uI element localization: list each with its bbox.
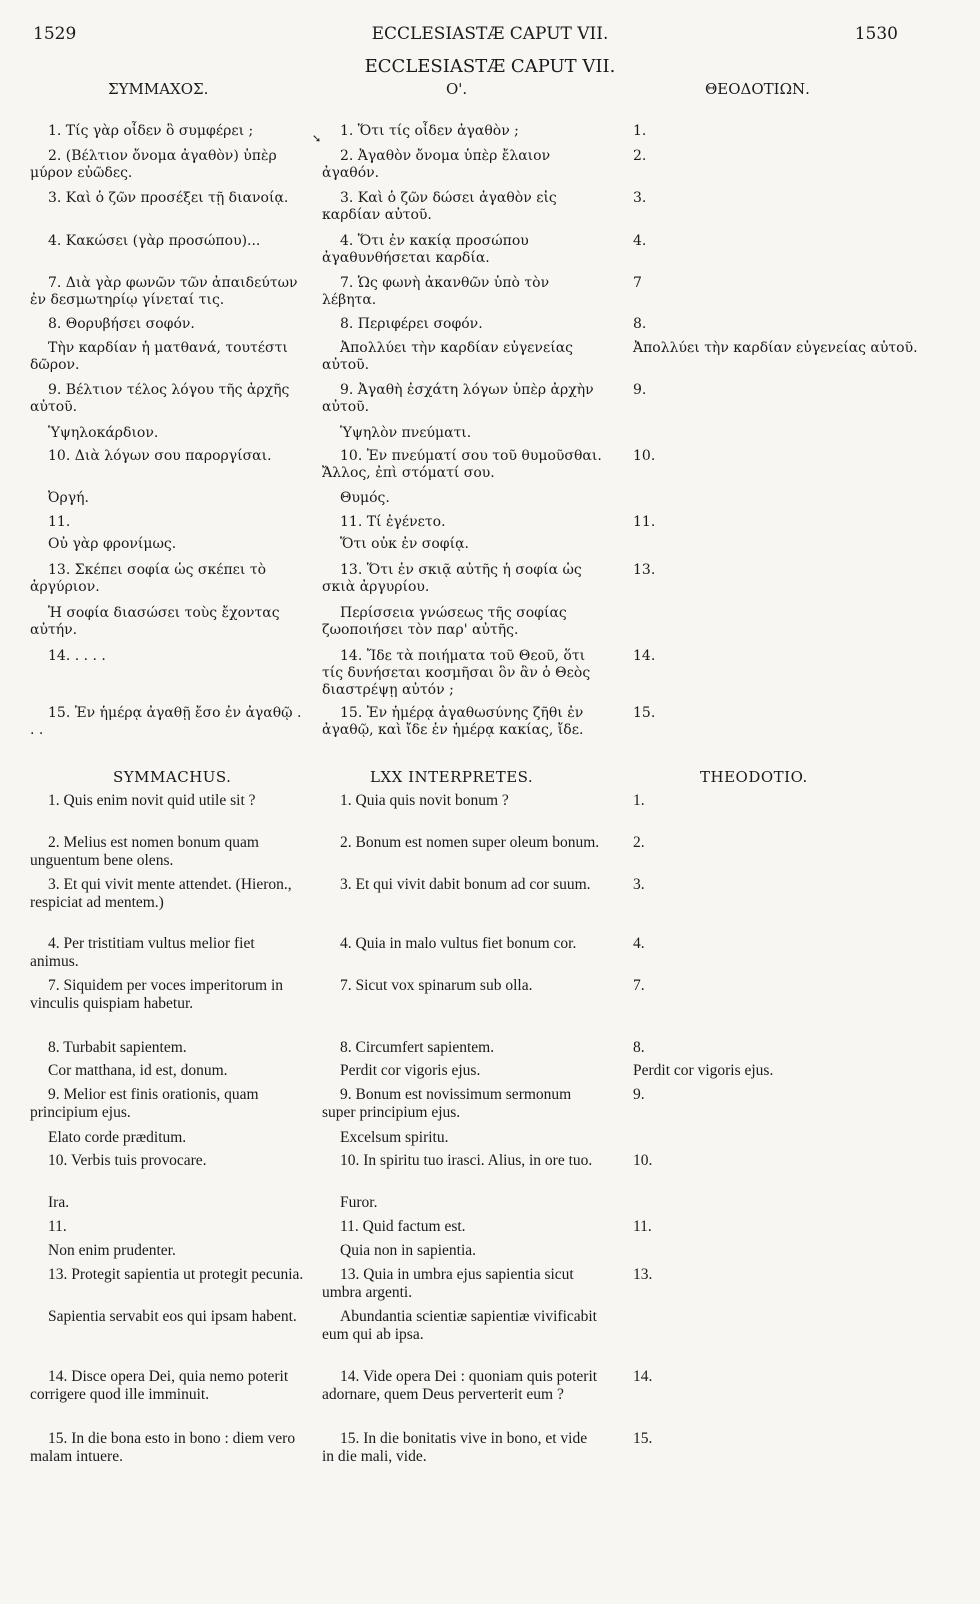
greek-theodotion-entry: 14. bbox=[633, 648, 656, 664]
greek-lxx-entry: 13. Ὅτι ἐν σκιᾷ αὐτῆς ἡ σοφία ὡς σκιὰ ἀργυρίου. bbox=[322, 562, 582, 595]
latin-lxx-entry: 14. Vide opera Dei : quoniam quis poterit adornare, quem Deus perverterit eum ? bbox=[322, 1368, 598, 1403]
greek-lxx-entry: Περίσσεια γνώσεως τῆς σοφίας ζωοποιήσει τὸν παρ' αὐτῆς. bbox=[322, 605, 567, 638]
latin-symmachus-entry: 10. Verbis tuis provocare. bbox=[48, 1152, 207, 1169]
greek-symmachus-entry: Ἡ σοφία διασώσει τοὺς ἔχοντας αὐτήν. bbox=[30, 605, 280, 638]
latin-symmachus-entry: Cor matthana, id est, donum. bbox=[48, 1062, 228, 1079]
page-number-left: 1529 bbox=[33, 24, 77, 44]
latin-lxx-entry: Quia non in sapientia. bbox=[340, 1242, 477, 1259]
latin-theodotion-entry: 3. bbox=[633, 876, 645, 893]
greek-symmachus-entry: 11. bbox=[48, 514, 71, 530]
latin-symmachus-entry: Ira. bbox=[48, 1194, 70, 1211]
greek-symmachus-entry: 14. . . . . bbox=[48, 648, 106, 664]
latin-lxx-entry: Perdit cor vigoris ejus. bbox=[340, 1062, 481, 1079]
latin-symmachus-entry: 9. Melior est finis orationis, quam principium ejus. bbox=[30, 1086, 259, 1121]
greek-theodotion-entry: 3. bbox=[633, 190, 647, 206]
greek-lxx-entry: Θυμός. bbox=[340, 490, 390, 506]
greek-theodotion-entry: 4. bbox=[633, 233, 647, 249]
latin-lxx-entry: Excelsum spiritu. bbox=[340, 1129, 449, 1146]
greek-theodotion-entry: 11. bbox=[633, 514, 656, 530]
latin-theodotion-entry: 13. bbox=[633, 1266, 653, 1283]
greek-lxx-entry: 15. Ἐν ἡμέρᾳ ἀγαθωσύνης ζῆθι ἐν ἀγαθῷ, καὶ ἴδε ἐν ἡμέρᾳ κακίας, ἴδε. bbox=[322, 705, 584, 738]
greek-symmachus-entry: 9. Βέλτιον τέλος λόγου τῆς ἀρχῆς αὐτοῦ. bbox=[30, 382, 290, 415]
latin-lxx-entry: 9. Bonum est novissimum sermonum super principium ejus. bbox=[322, 1086, 572, 1121]
latin-lxx-entry: 3. Et qui vivit dabit bonum ad cor suum. bbox=[340, 876, 591, 893]
greek-lxx-entry: 14. Ἴδε τὰ ποιήματα τοῦ Θεοῦ, ὅτι τίς δυνήσεται κοσμῆσαι ὃν ἂν ὁ Θεὸς διαστρέψῃ αὐτόν ; bbox=[322, 648, 591, 698]
greek-header-theodotion: ΘΕΟΔΟΤΙΩΝ. bbox=[705, 80, 810, 98]
latin-symmachus-entry: Non enim prudenter. bbox=[48, 1242, 176, 1259]
greek-theodotion-entry: 10. bbox=[633, 448, 656, 464]
latin-lxx-entry: Furor. bbox=[340, 1194, 378, 1211]
greek-theodotion-entry: 13. bbox=[633, 562, 656, 578]
greek-symmachus-entry: 4. Κακώσει (γὰρ προσώπου)... bbox=[48, 233, 261, 249]
greek-lxx-entry: 7. Ὡς φωνὴ ἀκανθῶν ὑπὸ τὸν λέβητα. bbox=[322, 275, 550, 308]
greek-theodotion-entry: 15. bbox=[633, 705, 656, 721]
greek-symmachus-entry: 7. Διὰ γὰρ φωνῶν τῶν ἀπαιδεύτων ἐν δεσμωτηρίῳ γίνεταί τις. bbox=[30, 275, 298, 308]
latin-theodotion-entry: 15. bbox=[633, 1430, 653, 1447]
greek-symmachus-entry: Ὑψηλοκάρδιον. bbox=[48, 425, 159, 441]
latin-symmachus-entry: 13. Protegit sapientia ut protegit pecunia. bbox=[48, 1266, 304, 1283]
latin-theodotion-entry: 7. bbox=[633, 977, 645, 994]
greek-lxx-entry: 2. Ἀγαθὸν ὄνομα ὑπὲρ ἔλαιον ἀγαθόν. bbox=[322, 148, 551, 181]
chapter-title: ECCLESIASTÆ CAPUT VII. bbox=[364, 56, 616, 77]
latin-theodotion-entry: 1. bbox=[633, 792, 645, 809]
pointer-mark: ➘ bbox=[312, 132, 322, 145]
greek-symmachus-entry: 2. (Βέλτιον ὄνομα ἀγαθὸν) ὑπὲρ μύρον εὐῶδες. bbox=[30, 148, 277, 181]
latin-symmachus-entry: 4. Per tristitiam vultus melior fiet animus. bbox=[30, 935, 255, 970]
latin-symmachus-entry: Sapientia servabit eos qui ipsam habent. bbox=[48, 1308, 297, 1325]
greek-theodotion-entry: 1. bbox=[633, 123, 647, 139]
greek-lxx-entry: Ἀπολλύει τὴν καρδίαν εὐγενείας αὐτοῦ. bbox=[322, 340, 573, 373]
latin-theodotion-entry: 2. bbox=[633, 834, 645, 851]
latin-lxx-entry: 1. Quia quis novit bonum ? bbox=[340, 792, 509, 809]
greek-symmachus-entry: Ὀργή. bbox=[48, 490, 89, 506]
latin-lxx-entry: 13. Quia in umbra ejus sapientia sicut umbra argenti. bbox=[322, 1266, 574, 1301]
latin-lxx-entry: 2. Bonum est nomen super oleum bonum. bbox=[340, 834, 600, 851]
latin-lxx-entry: 15. In die bonitatis vive in bono, et vide in die mali, vide. bbox=[322, 1430, 588, 1465]
greek-theodotion-entry: Ἀπολλύει τὴν καρδίαν εὐγενείας αὐτοῦ. bbox=[633, 340, 918, 356]
latin-symmachus-entry: 1. Quis enim novit quid utile sit ? bbox=[48, 792, 256, 809]
latin-symmachus-entry: 2. Melius est nomen bonum quam unguentum bene olens. bbox=[30, 834, 259, 869]
greek-lxx-entry: 9. Ἀγαθὴ ἐσχάτη λόγων ὑπὲρ ἀρχὴν αὐτοῦ. bbox=[322, 382, 594, 415]
greek-lxx-entry: 1. Ὅτι τίς οἶδεν ἀγαθὸν ; bbox=[340, 123, 519, 139]
latin-lxx-entry: 4. Quia in malo vultus fiet bonum cor. bbox=[340, 935, 577, 952]
greek-header-lxx: Ο'. bbox=[446, 80, 468, 98]
latin-lxx-entry: 10. In spiritu tuo irasci. Alius, in ore tuo. bbox=[340, 1152, 593, 1169]
latin-symmachus-entry: 14. Disce opera Dei, quia nemo poterit corrigere quod ille imminuit. bbox=[30, 1368, 289, 1403]
latin-theodotion-entry: 4. bbox=[633, 935, 645, 952]
latin-lxx-entry: 11. Quid factum est. bbox=[340, 1218, 466, 1235]
greek-theodotion-entry: 2. bbox=[633, 148, 647, 164]
latin-theodotion-entry: 8. bbox=[633, 1039, 645, 1056]
latin-lxx-entry: 7. Sicut vox spinarum sub olla. bbox=[340, 977, 533, 994]
greek-header-symmachus: ΣΥΜΜΑΧΟΣ. bbox=[108, 80, 209, 98]
latin-symmachus-entry: Elato corde præditum. bbox=[48, 1129, 187, 1146]
page-number-right: 1530 bbox=[854, 24, 898, 44]
greek-theodotion-entry: 8. bbox=[633, 316, 647, 332]
greek-lxx-entry: Ὑψηλὸν πνεύματι. bbox=[340, 425, 472, 441]
greek-symmachus-entry: 1. Τίς γὰρ οἶδεν ὃ συμφέρει ; bbox=[48, 123, 254, 139]
greek-theodotion-entry: 7 bbox=[633, 275, 642, 291]
greek-lxx-entry: 4. Ὅτι ἐν κακίᾳ προσώπου ἀγαθυνθήσεται καρδία. bbox=[322, 233, 529, 266]
greek-theodotion-entry: 9. bbox=[633, 382, 647, 398]
greek-lxx-entry: 11. Τί ἐγένετο. bbox=[340, 514, 446, 530]
greek-lxx-entry: Ὅτι οὐκ ἐν σοφίᾳ. bbox=[340, 536, 469, 552]
latin-lxx-entry: Abundantia scientiæ sapientiæ vivificabit eum qui ab ipsa. bbox=[322, 1308, 597, 1343]
latin-symmachus-entry: 7. Siquidem per voces imperitorum in vinculis quispiam habetur. bbox=[30, 977, 284, 1012]
latin-theodotion-entry: 11. bbox=[633, 1218, 652, 1235]
latin-theodotion-entry: 14. bbox=[633, 1368, 653, 1385]
greek-symmachus-entry: 3. Καὶ ὁ ζῶν προσέξει τῇ διανοίᾳ. bbox=[48, 190, 289, 206]
greek-symmachus-entry: 15. Ἐν ἡμέρᾳ ἀγαθῇ ἔσο ἐν ἀγαθῷ . . . bbox=[30, 705, 302, 738]
greek-symmachus-entry: 8. Θορυβήσει σοφόν. bbox=[48, 316, 195, 332]
latin-header-lxx: LXX INTERPRETES. bbox=[370, 768, 534, 786]
latin-header-symmachus: SYMMACHUS. bbox=[113, 768, 232, 786]
latin-symmachus-entry: 3. Et qui vivit mente attendet. (Hieron., respiciat ad mentem.) bbox=[30, 876, 292, 911]
latin-theodotion-entry: Perdit cor vigoris ejus. bbox=[633, 1062, 774, 1079]
latin-header-theodotio: THEODOTIO. bbox=[700, 768, 808, 786]
latin-symmachus-entry: 8. Turbabit sapientem. bbox=[48, 1039, 187, 1056]
greek-symmachus-entry: 13. Σκέπει σοφία ὡς σκέπει τὸ ἀργύριον. bbox=[30, 562, 267, 595]
greek-lxx-entry: 10. Ἐν πνεύματί σου τοῦ θυμοῦσθαι. Ἄλλος, ἐπὶ στόματί σου. bbox=[322, 448, 602, 481]
latin-theodotion-entry: 10. bbox=[633, 1152, 653, 1169]
latin-symmachus-entry: 11. bbox=[48, 1218, 67, 1235]
latin-theodotion-entry: 9. bbox=[633, 1086, 645, 1103]
greek-lxx-entry: 8. Περιφέρει σοφόν. bbox=[340, 316, 483, 332]
latin-lxx-entry: 8. Circumfert sapientem. bbox=[340, 1039, 495, 1056]
greek-symmachus-entry: Οὐ γὰρ φρονίμως. bbox=[48, 536, 177, 552]
greek-symmachus-entry: 10. Διὰ λόγων σου παροργίσαι. bbox=[48, 448, 272, 464]
running-title: ECCLESIASTÆ CAPUT VII. bbox=[371, 24, 609, 44]
latin-symmachus-entry: 15. In die bona esto in bono : diem vero malam intuere. bbox=[30, 1430, 296, 1465]
greek-symmachus-entry: Τὴν καρδίαν ἡ ματθανά, τουτέστι δῶρον. bbox=[30, 340, 288, 373]
greek-lxx-entry: 3. Καὶ ὁ ζῶν δώσει ἀγαθὸν εἰς καρδίαν αὐτοῦ. bbox=[322, 190, 557, 223]
